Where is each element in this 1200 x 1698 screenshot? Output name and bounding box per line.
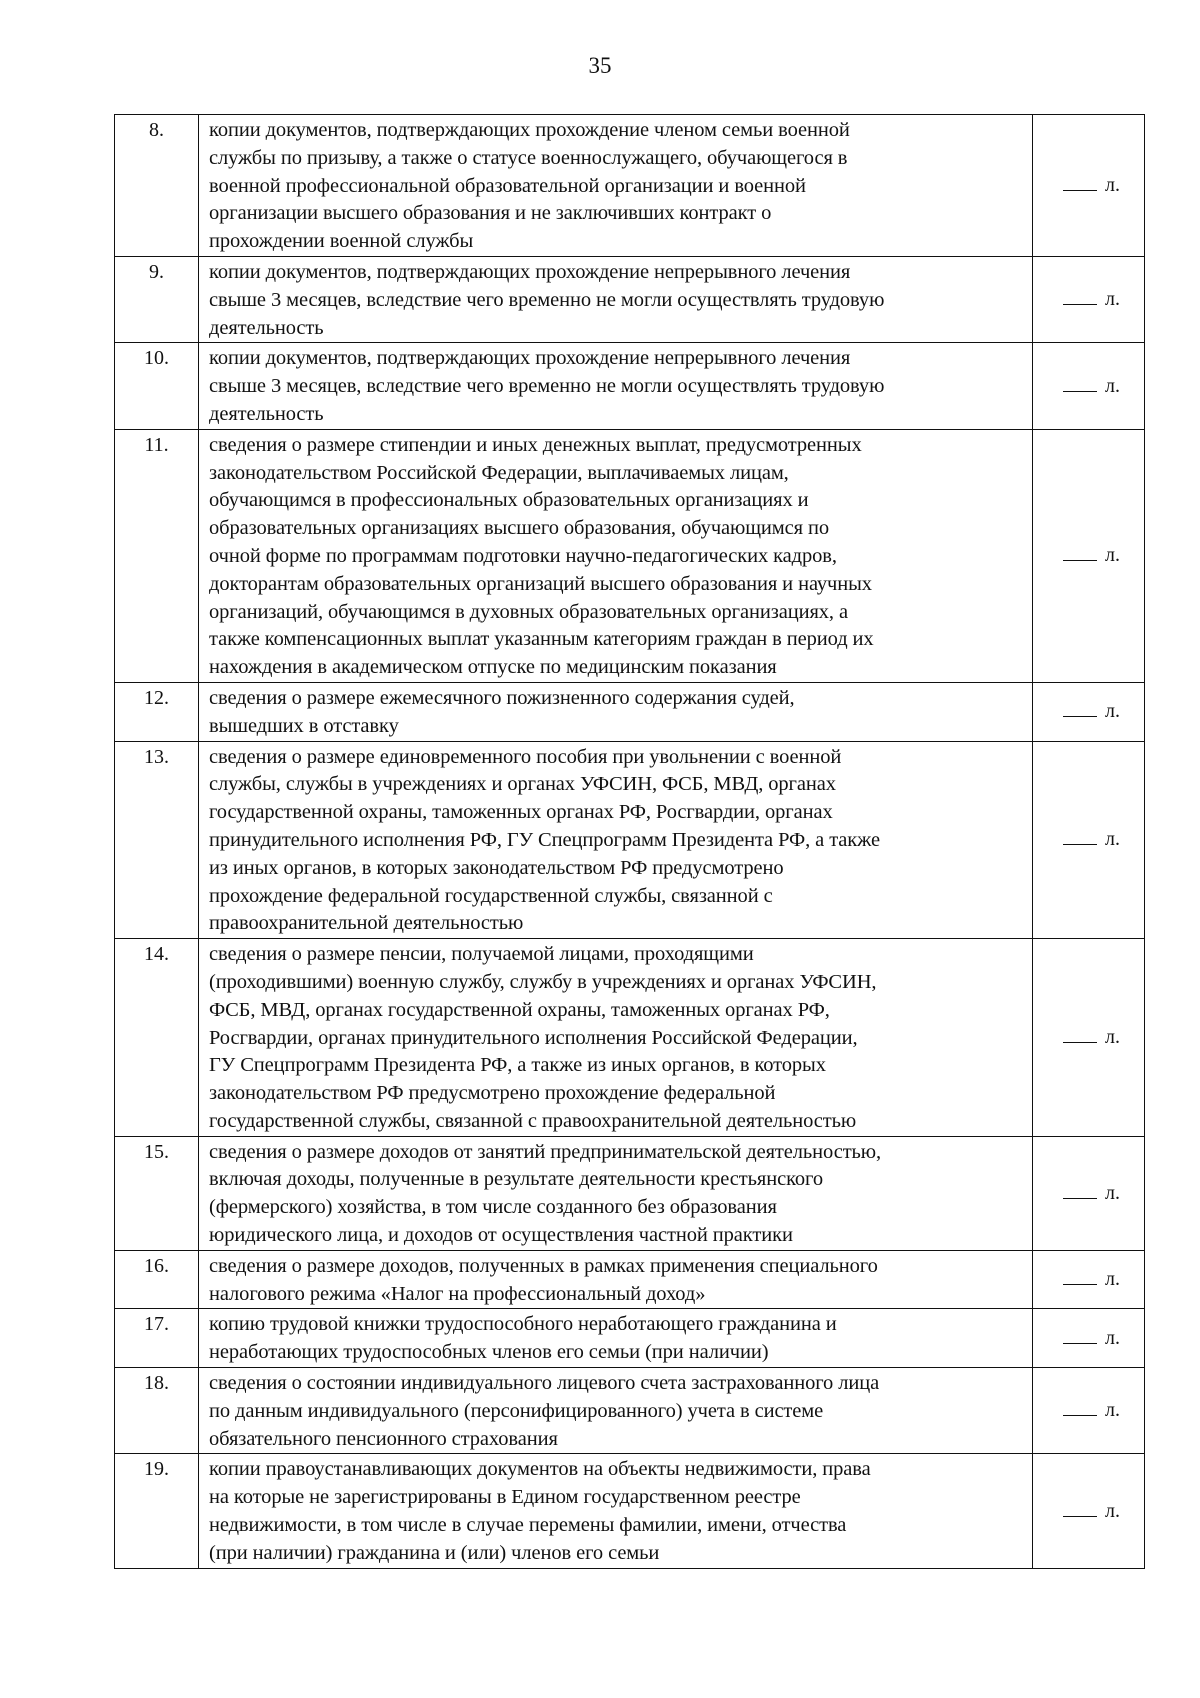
document-description: копии документов, подтверждающих прохождение непрерывного лечения свыше 3 месяцев, вследствие чего временно не могли осуществлять трудовую деятельность xyxy=(199,256,1033,342)
documents-table-body xyxy=(115,115,1145,1569)
table-row xyxy=(115,1136,1145,1250)
page-count-blank[interactable] xyxy=(1063,1042,1097,1043)
row-number: 14. xyxy=(115,939,199,1137)
page-number: 35 xyxy=(588,53,612,78)
table-row xyxy=(115,1309,1145,1368)
page-unit: л. xyxy=(1105,1499,1120,1522)
page-count-blank[interactable] xyxy=(1063,716,1097,717)
table-row xyxy=(115,682,1145,741)
page-count-cell xyxy=(1033,1250,1145,1309)
page-count-cell xyxy=(1033,1309,1145,1368)
document-description: сведения о размере единовременного пособия при увольнении с военной службы, службы в учреждениях и органах УФСИН, ФСБ, МВД, органах государственной охраны, таможенных органах РФ, Росгвардии, органах принудительного исполнения РФ, ГУ Спецпрограмм Президента РФ, а также из иных органов, в которых законодательством РФ предусмотрено прохождение федеральной государственной службы, связанной с правоохранительной деятельностью xyxy=(199,741,1033,939)
row-number: 16. xyxy=(115,1250,199,1309)
page-unit: л. xyxy=(1105,700,1120,723)
page-unit: л. xyxy=(1105,1181,1120,1204)
page-count-cell xyxy=(1033,1368,1145,1454)
page-count-blank[interactable] xyxy=(1063,1516,1097,1517)
page-unit: л. xyxy=(1105,374,1120,397)
page-count-cell xyxy=(1033,1454,1145,1568)
row-number: 13. xyxy=(115,741,199,939)
row-number: 9. xyxy=(115,256,199,342)
document-description: копии правоустанавливающих документов на объекты недвижимости, права на которые не зарегистрированы в Едином государственном реестре недвижимости, в том числе в случае перемены фамилии, имени, отчества (при наличии) гражданина и (или) членов его семьи xyxy=(199,1454,1033,1568)
page-count-cell xyxy=(1033,115,1145,257)
page-unit: л. xyxy=(1105,828,1120,851)
table-row xyxy=(115,429,1145,682)
page-count-cell xyxy=(1033,939,1145,1137)
page-count-cell xyxy=(1033,741,1145,939)
table-row xyxy=(115,939,1145,1137)
document-description: сведения о размере пенсии, получаемой лицами, проходящими (проходившими) военную службу, службу в учреждениях и органах УФСИН, ФСБ, МВД, органах государственной охраны, таможенных органах РФ, Росгвардии, органах принудительного исполнения Российской Федерации, ГУ Спецпрограмм Президента РФ, а также из иных органов, в которых законодательством РФ предусмотрено прохождение федеральной государственной службы, связанной с правоохранительной деятельностью xyxy=(199,939,1033,1137)
page-unit: л. xyxy=(1105,173,1120,196)
document-description: сведения о состоянии индивидуального лицевого счета застрахованного лица по данным индивидуального (персонифицированного) учета в системе обязательного пенсионного страхования xyxy=(199,1368,1033,1454)
row-number: 19. xyxy=(115,1454,199,1568)
table-row xyxy=(115,343,1145,429)
row-number: 8. xyxy=(115,115,199,257)
document-description: сведения о размере стипендии и иных денежных выплат, предусмотренных законодательством Российской Федерации, выплачиваемых лицам, обучающимся в профессиональных образовательных организациях и образовательных организациях высшего образования, обучающимся по очной форме по программам подготовки научно-педагогических кадров, докторантам образовательных организаций высшего образования и научных организаций, обучающимся в духовных образовательных организациях, а также компенсационных выплат указанным категориям граждан в период их нахождения в академическом отпуске по медицинским показания xyxy=(199,429,1033,682)
document-description: копии документов, подтверждающих прохождение непрерывного лечения свыше 3 месяцев, вследствие чего временно не могли осуществлять трудовую деятельность xyxy=(199,343,1033,429)
page-count-blank[interactable] xyxy=(1063,304,1097,305)
table-row xyxy=(115,1250,1145,1309)
page-count-blank[interactable] xyxy=(1063,1415,1097,1416)
document-description: копию трудовой книжки трудоспособного неработающего гражданина и неработающих трудоспособных членов его семьи (при наличии) xyxy=(199,1309,1033,1368)
page-count-blank[interactable] xyxy=(1063,391,1097,392)
table-row xyxy=(115,741,1145,939)
row-number: 12. xyxy=(115,682,199,741)
table-row xyxy=(115,1454,1145,1568)
page-unit: л. xyxy=(1105,544,1120,567)
table-row xyxy=(115,256,1145,342)
row-number: 11. xyxy=(115,429,199,682)
page-unit: л. xyxy=(1105,1268,1120,1291)
page-unit: л. xyxy=(1105,288,1120,311)
row-number: 10. xyxy=(115,343,199,429)
page-count-cell xyxy=(1033,429,1145,682)
page-unit: л. xyxy=(1105,1326,1120,1349)
table-row xyxy=(115,115,1145,257)
row-number: 17. xyxy=(115,1309,199,1368)
document-description: сведения о размере доходов от занятий предпринимательской деятельностью, включая доходы, полученные в результате деятельности крестьянского (фермерского) хозяйства, в том числе созданного без образования юридического лица, и доходов от осуществления частной практики xyxy=(199,1136,1033,1250)
row-number: 15. xyxy=(115,1136,199,1250)
page-count-blank[interactable] xyxy=(1063,190,1097,191)
table-row xyxy=(115,1368,1145,1454)
document-description: копии документов, подтверждающих прохождение членом семьи военной службы по призыву, а также о статусе военнослужащего, обучающегося в военной профессиональной образовательной организации и военной организации высшего образования и не заключивших контракт о прохождении военной службы xyxy=(199,115,1033,257)
row-number: 18. xyxy=(115,1368,199,1454)
page-count-cell xyxy=(1033,1136,1145,1250)
page-unit: л. xyxy=(1105,1025,1120,1048)
page-count-blank[interactable] xyxy=(1063,1284,1097,1285)
page-unit: л. xyxy=(1105,1399,1120,1422)
page-count-cell xyxy=(1033,256,1145,342)
page-count-blank[interactable] xyxy=(1063,1343,1097,1344)
documents-table xyxy=(114,114,1145,1569)
document-description: сведения о размере ежемесячного пожизненного содержания судей, вышедших в отставку xyxy=(199,682,1033,741)
page-count-blank[interactable] xyxy=(1063,1198,1097,1199)
document-description: сведения о размере доходов, полученных в рамках применения специального налогового режима «Налог на профессиональный доход» xyxy=(199,1250,1033,1309)
page-count-blank[interactable] xyxy=(1063,560,1097,561)
page-count-cell xyxy=(1033,682,1145,741)
page-count-blank[interactable] xyxy=(1063,844,1097,845)
page-count-cell xyxy=(1033,343,1145,429)
